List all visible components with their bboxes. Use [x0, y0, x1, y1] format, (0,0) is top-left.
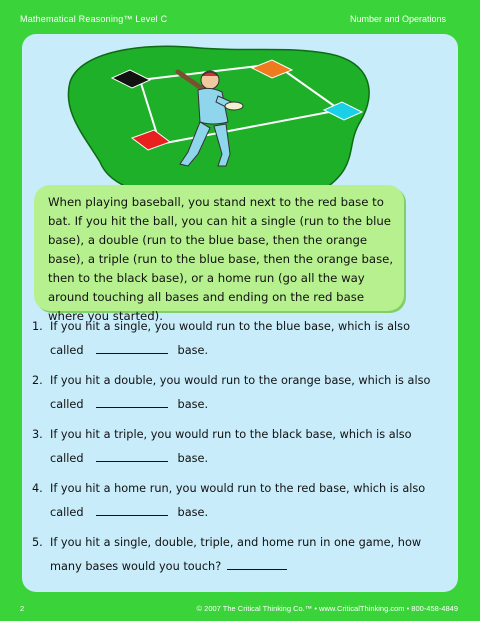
question-prefix: called	[50, 452, 84, 465]
question-number: 1.	[32, 320, 43, 333]
answer-blank[interactable]	[96, 450, 168, 462]
question-suffix: base.	[177, 344, 209, 357]
series-title: Mathematical Reasoning™ Level C	[20, 14, 168, 24]
question-suffix: base.	[177, 452, 209, 465]
question-prefix: called	[50, 506, 84, 519]
question-number: 2.	[32, 374, 43, 387]
page-number: 2	[20, 604, 25, 613]
answer-blank[interactable]	[96, 504, 168, 516]
question-suffix: base.	[177, 506, 209, 519]
question-text: If you hit a single, you would run to the blue base, which is also	[50, 320, 410, 333]
copyright-line: © 2007 The Critical Thinking Co.™ • www.CriticalThinking.com • 800-458-4849	[196, 604, 458, 613]
question-prefix: called	[50, 398, 84, 411]
answer-blank[interactable]	[96, 396, 168, 408]
question-number: 5.	[32, 536, 43, 549]
question-text: If you hit a double, you would run to the orange base, which is also	[50, 374, 431, 387]
topic-title: Number and Operations	[349, 14, 446, 24]
answer-blank[interactable]	[96, 342, 168, 354]
question-text: If you hit a single, double, triple, and home run in one game, how	[50, 536, 422, 549]
answer-blank[interactable]	[227, 558, 287, 570]
question-number: 4.	[32, 482, 43, 495]
question-prefix: called	[50, 344, 84, 357]
question-number: 3.	[32, 428, 43, 441]
question-text: If you hit a home run, you would run to the red base, which is also	[50, 482, 426, 495]
question-suffix: base.	[177, 398, 209, 411]
question-prefix: many bases would you touch?	[50, 560, 222, 573]
page-header	[0, 0, 480, 30]
question-text: If you hit a triple, you would run to the black base, which is also	[50, 428, 412, 441]
instructions-callout: When playing baseball, you stand next to the red base to bat. If you hit the ball, you can hit a single (run to the blue base), a double (run to the blue base, then the orange base), a triple (run to the blue base, then the orange base, then to the black base), or a home run (go all the way around touching all bases and ending on the red base where you started).	[34, 185, 404, 311]
page-footer	[0, 600, 480, 618]
